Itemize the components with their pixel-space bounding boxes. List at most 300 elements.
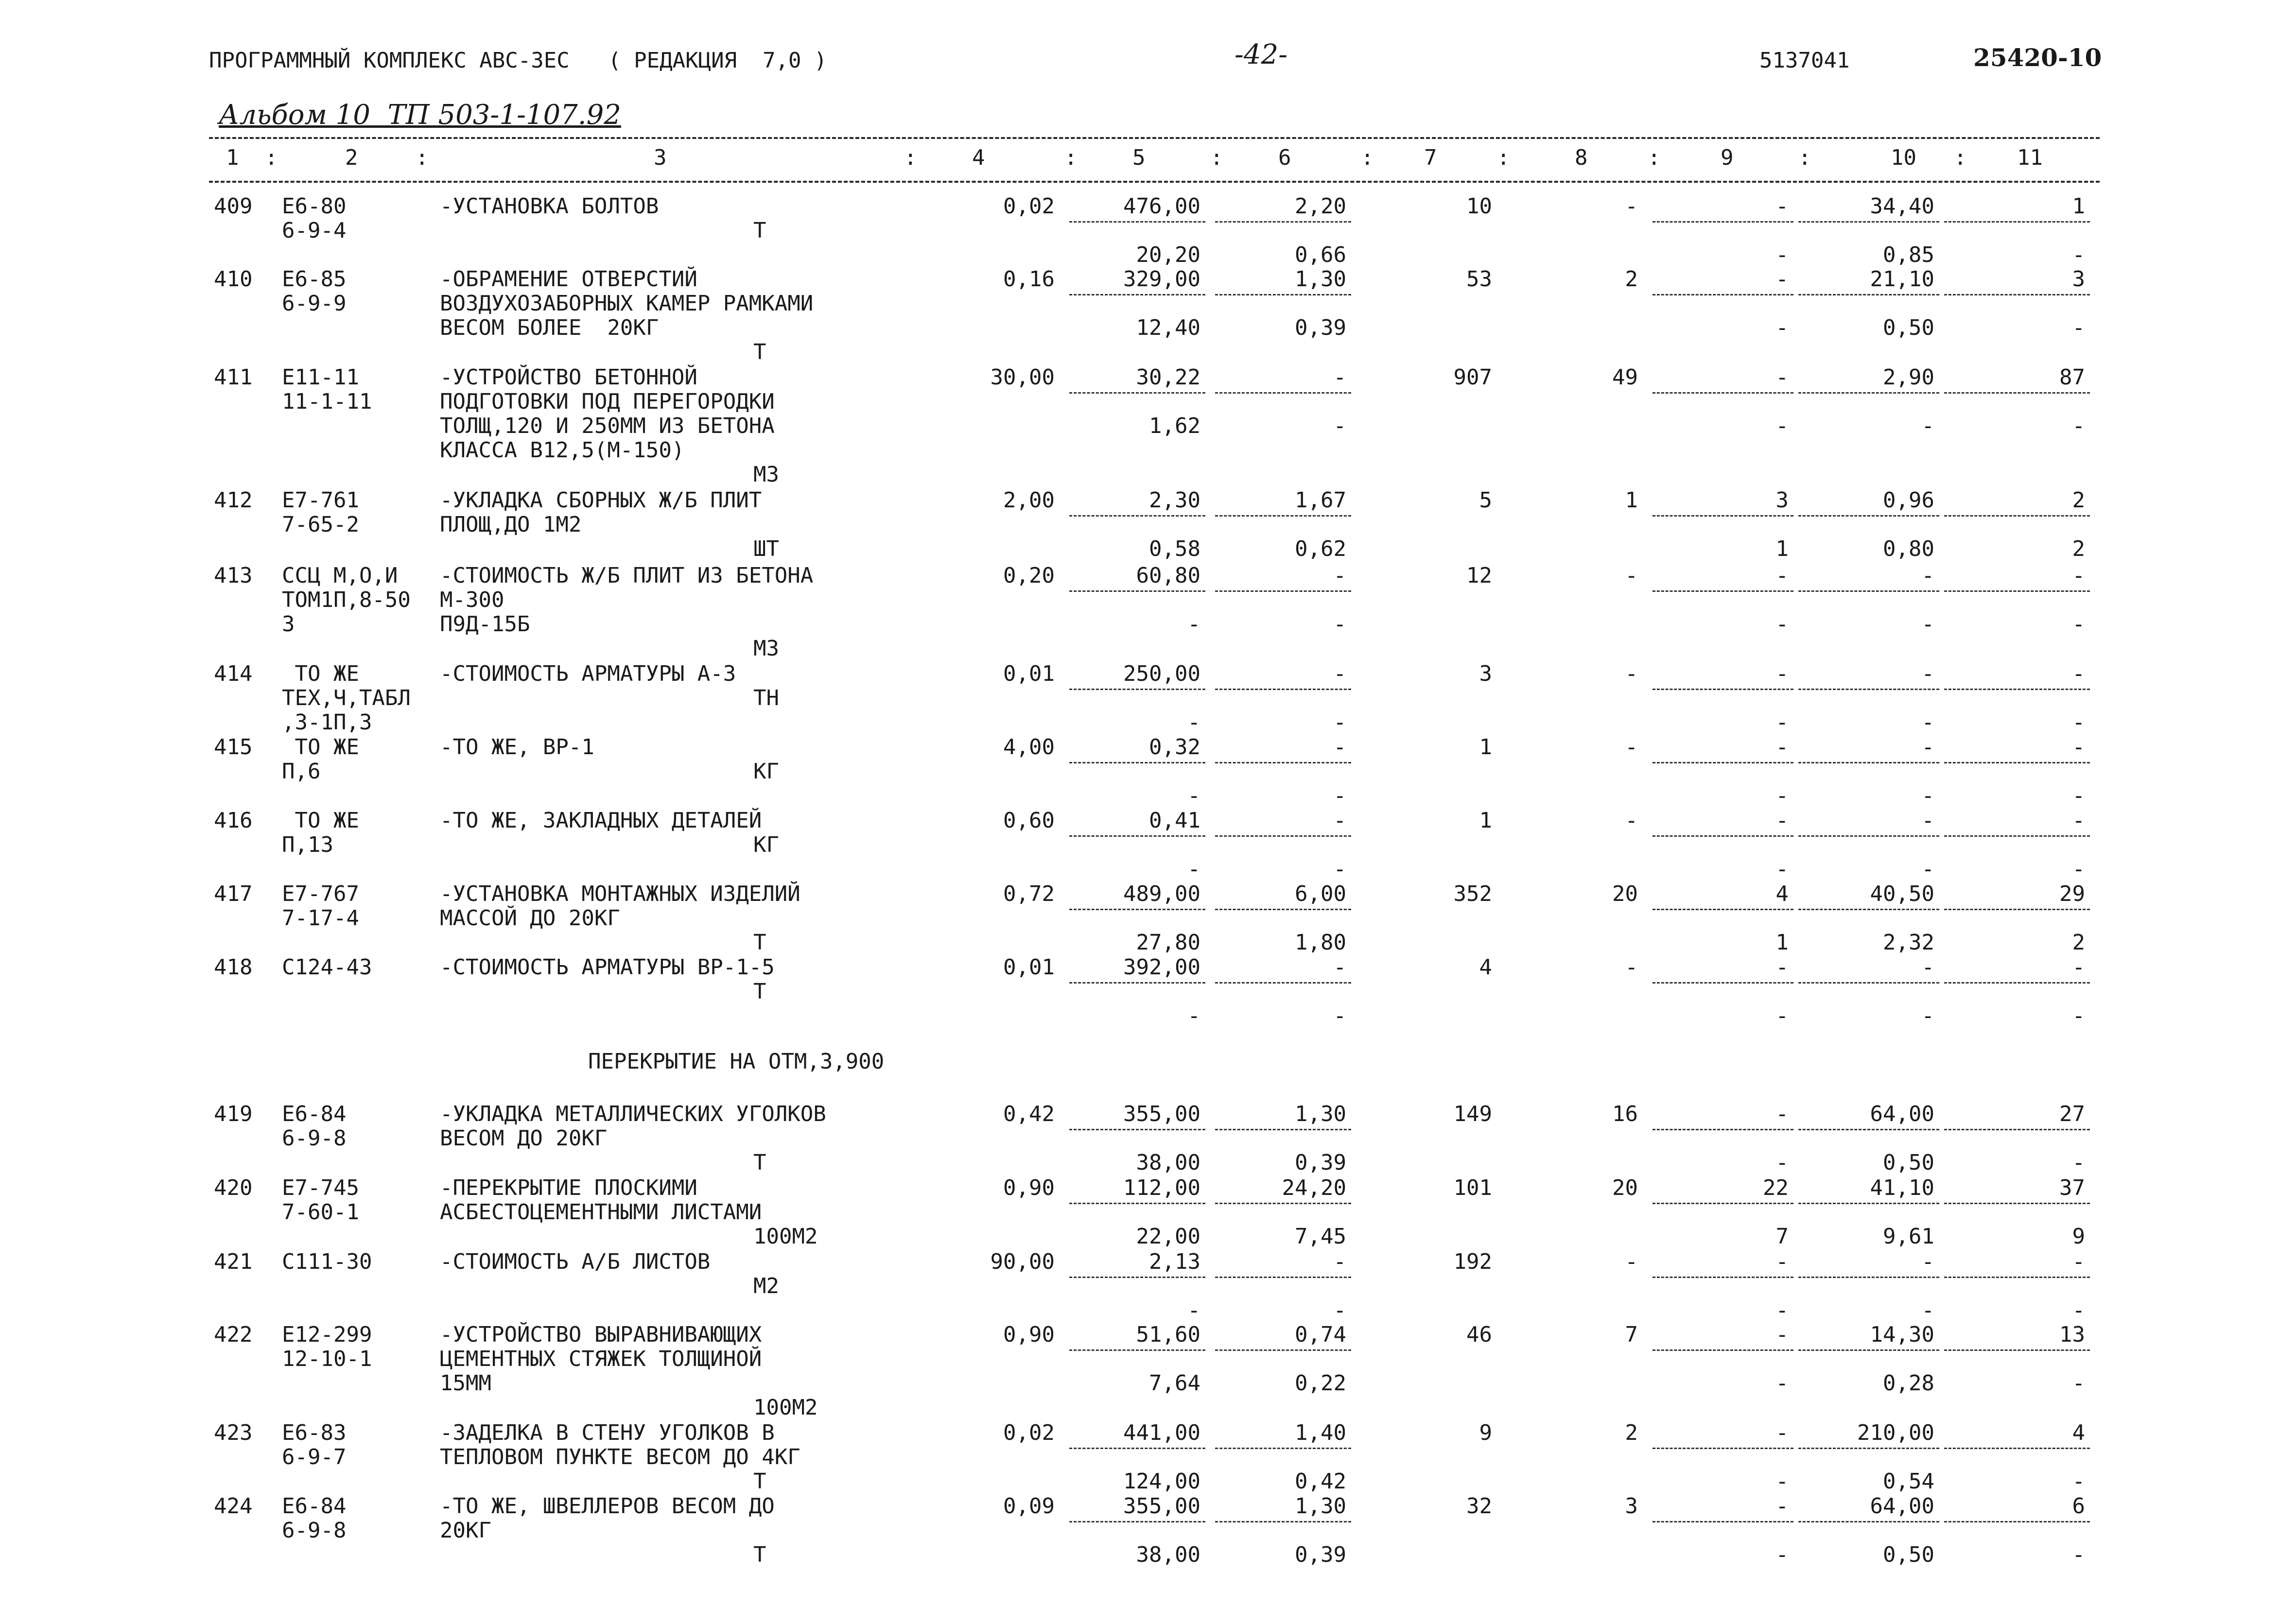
labor-total: 6 <box>2072 1494 2085 1519</box>
unit-of-measure: Т <box>753 979 766 1004</box>
unit-cost-machine: - <box>1333 563 1346 588</box>
total-cost: 907 <box>1453 365 1492 390</box>
norm-code: Е6-84 <box>282 1102 347 1126</box>
value-divider <box>1215 909 1351 910</box>
labor-machine-total: - <box>2072 1469 2085 1494</box>
value-divider <box>1944 515 2090 517</box>
unit-cost-total: 441,00 <box>1123 1420 1200 1445</box>
labor-total: - <box>2072 563 2085 588</box>
machine-wage-total: - <box>1775 315 1789 340</box>
total-cost: 192 <box>1453 1249 1492 1274</box>
labor-machine-total: 2 <box>2072 536 2085 561</box>
total-wages: - <box>1625 1249 1638 1274</box>
labor-machine-total: - <box>2072 710 2085 735</box>
unit-of-measure: Т <box>753 340 766 364</box>
value-divider <box>1069 294 1205 295</box>
column-header-11: 11 <box>2017 145 2043 170</box>
unit-cost-total: 0,41 <box>1149 808 1200 833</box>
work-description: ВЕСОМ ДО 20КГ <box>440 1126 608 1151</box>
work-description: -ТО ЖЕ, ВР-1 <box>440 735 594 760</box>
total-cost: 32 <box>1466 1494 1492 1519</box>
work-description: -УКЛАДКА СБОРНЫХ Ж/Б ПЛИТ <box>440 488 762 513</box>
unit-machine-wage: 0,39 <box>1295 1542 1346 1567</box>
value-divider <box>1215 835 1351 837</box>
row-number: 419 <box>214 1102 253 1126</box>
unit-cost-machine: 1,40 <box>1295 1420 1346 1445</box>
labor-machine-unit: 9,61 <box>1883 1224 1934 1249</box>
total-machine: - <box>1775 808 1789 833</box>
total-wages: - <box>1625 735 1638 760</box>
machine-wage-total: - <box>1775 612 1789 637</box>
row-number: 420 <box>214 1175 253 1200</box>
norm-code: ТЕХ,Ч,ТАБЛ <box>282 686 411 710</box>
labor-machine-unit: 0,50 <box>1883 1542 1934 1567</box>
total-machine: - <box>1775 1249 1789 1274</box>
value-divider <box>1798 515 1939 517</box>
labor-unit: 210,00 <box>1857 1420 1934 1445</box>
total-cost: 1 <box>1479 808 1492 833</box>
labor-total: 4 <box>2072 1420 2085 1445</box>
machine-wage-total: - <box>1775 1003 1789 1028</box>
column-header-4: 4 <box>972 145 985 170</box>
machine-wage-total: - <box>1775 710 1789 735</box>
labor-total: 13 <box>2059 1322 2085 1347</box>
total-cost: 12 <box>1466 563 1492 588</box>
work-description: -СТОИМОСТЬ АРМАТУРЫ ВР-1-5 <box>440 955 775 980</box>
norm-code: 6-9-4 <box>282 218 347 243</box>
value-divider <box>1798 1521 1939 1522</box>
unit-cost-machine: - <box>1333 365 1346 390</box>
value-divider <box>1069 515 1205 517</box>
work-description: П9Д-15Б <box>440 612 530 637</box>
column-separator: : <box>1210 145 1223 170</box>
unit-cost-machine: - <box>1333 735 1346 760</box>
work-description: -ТО ЖЕ, ЗАКЛАДНЫХ ДЕТАЛЕЙ <box>440 808 762 833</box>
total-wages: - <box>1625 661 1638 686</box>
total-wages: - <box>1625 955 1638 980</box>
unit-cost-machine: 6,00 <box>1295 881 1346 906</box>
labor-total: - <box>2072 808 2085 833</box>
machine-wage-total: - <box>1775 242 1789 267</box>
column-header-8: 8 <box>1575 145 1588 170</box>
value-divider <box>1652 1521 1793 1522</box>
row-number: 411 <box>214 365 253 390</box>
value-divider <box>1798 1277 1939 1278</box>
row-number: 418 <box>214 955 253 980</box>
value-divider <box>1798 1129 1939 1130</box>
labor-machine-unit: 2,32 <box>1883 930 1934 955</box>
norm-code: ССЦ М,О,И <box>282 563 398 588</box>
value-divider <box>1069 982 1205 984</box>
labor-machine-unit: - <box>1921 857 1934 881</box>
work-description: ПОДГОТОВКИ ПОД ПЕРЕГОРОДКИ <box>440 389 775 414</box>
unit-wage: 12,40 <box>1136 315 1200 340</box>
column-separator: : <box>1648 145 1661 170</box>
value-divider <box>1069 1203 1205 1204</box>
column-header-5: 5 <box>1132 145 1146 170</box>
total-wages: - <box>1625 194 1638 219</box>
labor-machine-total: - <box>2072 414 2085 438</box>
value-divider <box>1652 909 1793 910</box>
unit-wage: 1,62 <box>1149 414 1200 438</box>
unit-cost-total: 355,00 <box>1123 1494 1200 1519</box>
unit-cost-total: 2,13 <box>1149 1249 1200 1274</box>
unit-of-measure: Т <box>753 1469 766 1494</box>
work-description: ТОЛЩ,120 И 250ММ ИЗ БЕТОНА <box>440 414 775 438</box>
work-description: -ТО ЖЕ, ШВЕЛЛЕРОВ ВЕСОМ ДО <box>440 1494 775 1519</box>
unit-cost-total: 51,60 <box>1136 1322 1200 1347</box>
labor-unit: - <box>1921 735 1934 760</box>
unit-machine-wage: 7,45 <box>1295 1224 1346 1249</box>
album-title: Альбом 10 ТП 503-1-107.92 <box>219 99 621 131</box>
labor-machine-unit: 0,54 <box>1883 1469 1934 1494</box>
quantity: 0,72 <box>1003 881 1055 906</box>
value-divider <box>1215 590 1351 592</box>
work-description: -УСТРОЙСТВО БЕТОННОЙ <box>440 365 697 390</box>
quantity: 0,09 <box>1003 1494 1055 1519</box>
norm-code: Е7-761 <box>282 488 359 513</box>
work-description: -ПЕРЕКРЫТИЕ ПЛОСКИМИ <box>440 1175 697 1200</box>
value-divider <box>1798 1448 1939 1449</box>
unit-cost-total: 355,00 <box>1123 1102 1200 1126</box>
labor-unit: - <box>1921 955 1934 980</box>
norm-code: 6-9-7 <box>282 1445 347 1469</box>
unit-of-measure: М2 <box>753 1274 779 1298</box>
column-separator: : <box>416 145 429 170</box>
norm-code: Е6-80 <box>282 194 347 219</box>
value-divider <box>1215 221 1351 223</box>
row-number: 421 <box>214 1249 253 1274</box>
total-wages: 16 <box>1612 1102 1638 1126</box>
labor-machine-total: - <box>2072 612 2085 637</box>
labor-total: 87 <box>2059 365 2085 390</box>
value-divider <box>1944 982 2090 984</box>
total-cost: 149 <box>1453 1102 1492 1126</box>
unit-machine-wage: - <box>1333 414 1346 438</box>
labor-machine-unit: - <box>1921 1298 1934 1323</box>
unit-machine-wage: - <box>1333 612 1346 637</box>
labor-machine-total: 2 <box>2072 930 2085 955</box>
labor-machine-unit: - <box>1921 612 1934 637</box>
quantity: 4,00 <box>1003 735 1055 760</box>
work-description: -ОБРАМЕНИЕ ОТВЕРСТИЙ <box>440 267 697 292</box>
value-divider <box>1652 515 1793 517</box>
row-number: 416 <box>214 808 253 833</box>
machine-wage-total: - <box>1775 414 1789 438</box>
value-divider <box>1652 689 1793 690</box>
total-wages: 7 <box>1625 1322 1638 1347</box>
total-machine: - <box>1775 194 1789 219</box>
work-description: -ЗАДЕЛКА В СТЕНУ УГОЛКОВ В <box>440 1420 775 1445</box>
column-header-6: 6 <box>1278 145 1291 170</box>
labor-unit: 64,00 <box>1870 1102 1934 1126</box>
unit-cost-machine: - <box>1333 1249 1346 1274</box>
unit-wage: - <box>1187 857 1200 881</box>
unit-cost-total: 30,22 <box>1136 365 1200 390</box>
machine-wage-total: - <box>1775 1371 1789 1396</box>
labor-unit: 34,40 <box>1870 194 1934 219</box>
norm-code: 6-9-8 <box>282 1518 347 1543</box>
unit-cost-machine: - <box>1333 808 1346 833</box>
work-description: -СТОИМОСТЬ АРМАТУРЫ А-3 <box>440 661 736 686</box>
unit-of-measure: 100М2 <box>753 1224 818 1249</box>
program-title: ПРОГРАММНЫЙ КОМПЛЕКС АВС-3ЕС ( РЕДАКЦИЯ 7,0 ) <box>209 48 827 73</box>
work-description: ВОЗДУХОЗАБОРНЫХ КАМЕР РАМКАМИ <box>440 291 814 316</box>
value-divider <box>1798 835 1939 837</box>
total-wages: 49 <box>1612 365 1638 390</box>
unit-of-measure: Т <box>753 1542 766 1567</box>
labor-unit: - <box>1921 563 1934 588</box>
machine-wage-total: 1 <box>1775 536 1789 561</box>
labor-machine-total: - <box>2072 1298 2085 1323</box>
value-divider <box>1215 982 1351 984</box>
unit-cost-total: 476,00 <box>1123 194 1200 219</box>
labor-unit: 21,10 <box>1870 267 1934 292</box>
value-divider <box>1944 1448 2090 1449</box>
work-description: -УСТАНОВКА МОНТАЖНЫХ ИЗДЕЛИЙ <box>440 881 800 906</box>
row-number: 413 <box>214 563 253 588</box>
value-divider <box>1944 294 2090 295</box>
unit-of-measure: 100М2 <box>753 1395 818 1420</box>
labor-total: - <box>2072 1249 2085 1274</box>
norm-code: Е11-11 <box>282 365 359 390</box>
labor-machine-unit: - <box>1921 1003 1934 1028</box>
value-divider <box>1069 1349 1205 1351</box>
section-heading: ПЕРЕКРЫТИЕ НА ОТМ,3,900 <box>588 1049 885 1074</box>
labor-unit: - <box>1921 1249 1934 1274</box>
value-divider <box>1652 762 1793 763</box>
value-divider <box>1215 762 1351 763</box>
value-divider <box>1215 689 1351 690</box>
value-divider <box>1069 835 1205 837</box>
work-description: 15ММ <box>440 1371 491 1396</box>
unit-wage: 38,00 <box>1136 1150 1200 1175</box>
value-divider <box>1069 590 1205 592</box>
row-number: 410 <box>214 267 253 292</box>
unit-wage: 124,00 <box>1123 1469 1200 1494</box>
machine-wage-total: - <box>1775 857 1789 881</box>
value-divider <box>1798 1349 1939 1351</box>
machine-wage-total: - <box>1775 783 1789 808</box>
column-header-9: 9 <box>1721 145 1734 170</box>
value-divider <box>1069 909 1205 910</box>
value-divider <box>1215 1203 1351 1204</box>
labor-total: 27 <box>2059 1102 2085 1126</box>
quantity: 0,02 <box>1003 1420 1055 1445</box>
unit-wage: - <box>1187 1298 1200 1323</box>
labor-total: 1 <box>2072 194 2085 219</box>
column-separator: : <box>904 145 917 170</box>
norm-code: ТО ЖЕ <box>282 735 359 760</box>
value-divider <box>1215 294 1351 295</box>
labor-machine-unit: 0,50 <box>1883 315 1934 340</box>
unit-of-measure: ТН <box>753 686 779 710</box>
unit-wage: - <box>1187 783 1200 808</box>
sheet-code: 25420-10 <box>1973 43 2102 72</box>
labor-machine-unit: - <box>1921 414 1934 438</box>
total-wages: - <box>1625 563 1638 588</box>
norm-code: 6-9-8 <box>282 1126 347 1151</box>
value-divider <box>1944 909 2090 910</box>
total-cost: 9 <box>1479 1420 1492 1445</box>
quantity: 90,00 <box>990 1249 1055 1274</box>
unit-cost-total: 489,00 <box>1123 881 1200 906</box>
quantity: 0,01 <box>1003 661 1055 686</box>
unit-machine-wage: 0,66 <box>1295 242 1346 267</box>
total-wages: 2 <box>1625 267 1638 292</box>
norm-code: Е7-767 <box>282 881 359 906</box>
total-cost: 352 <box>1453 881 1492 906</box>
value-divider <box>1215 1129 1351 1130</box>
unit-wage: 27,80 <box>1136 930 1200 955</box>
unit-machine-wage: 0,39 <box>1295 315 1346 340</box>
work-description: -УСТАНОВКА БОЛТОВ <box>440 194 659 219</box>
unit-wage: 20,20 <box>1136 242 1200 267</box>
norm-code: С124-43 <box>282 955 372 980</box>
total-cost: 5 <box>1479 488 1492 513</box>
value-divider <box>1798 294 1939 295</box>
total-machine: - <box>1775 1102 1789 1126</box>
value-divider <box>1652 392 1793 394</box>
labor-machine-unit: 0,80 <box>1883 536 1934 561</box>
labor-total: 2 <box>2072 488 2085 513</box>
labor-machine-total: - <box>2072 1150 2085 1175</box>
quantity: 0,16 <box>1003 267 1055 292</box>
value-divider <box>1944 1203 2090 1204</box>
labor-machine-unit: 0,50 <box>1883 1150 1934 1175</box>
work-description: КЛАССА В12,5(М-150) <box>440 438 685 463</box>
value-divider <box>1798 1203 1939 1204</box>
quantity: 0,42 <box>1003 1102 1055 1126</box>
header-top-rule <box>209 137 2100 139</box>
total-wages: 20 <box>1612 1175 1638 1200</box>
unit-cost-machine: 1,30 <box>1295 1102 1346 1126</box>
unit-wage: 0,58 <box>1149 536 1200 561</box>
unit-cost-total: 60,80 <box>1136 563 1200 588</box>
value-divider <box>1652 590 1793 592</box>
value-divider <box>1069 689 1205 690</box>
unit-wage: 7,64 <box>1149 1371 1200 1396</box>
work-description: АСБЕСТОЦЕМЕНТНЫМИ ЛИСТАМИ <box>440 1200 762 1225</box>
labor-machine-total: - <box>2072 242 2085 267</box>
quantity: 0,60 <box>1003 808 1055 833</box>
value-divider <box>1215 392 1351 394</box>
column-header-3: 3 <box>654 145 667 170</box>
unit-cost-machine: 24,20 <box>1282 1175 1346 1200</box>
value-divider <box>1069 1448 1205 1449</box>
norm-code: ТО ЖЕ <box>282 808 359 833</box>
labor-unit: 14,30 <box>1870 1322 1934 1347</box>
machine-wage-total: - <box>1775 1298 1789 1323</box>
unit-of-measure: М3 <box>753 636 779 661</box>
total-machine: - <box>1775 267 1789 292</box>
total-cost: 4 <box>1479 955 1492 980</box>
unit-machine-wage: - <box>1333 710 1346 735</box>
quantity: 30,00 <box>990 365 1055 390</box>
unit-cost-machine: 1,30 <box>1295 1494 1346 1519</box>
norm-code: Е7-745 <box>282 1175 359 1200</box>
norm-code: 7-17-4 <box>282 906 359 931</box>
value-divider <box>1652 221 1793 223</box>
total-machine: - <box>1775 563 1789 588</box>
page-number: -42- <box>1235 39 1288 70</box>
labor-machine-total: - <box>2072 1371 2085 1396</box>
machine-wage-total: - <box>1775 1469 1789 1494</box>
labor-machine-total: - <box>2072 315 2085 340</box>
value-divider <box>1944 1129 2090 1130</box>
total-machine: - <box>1775 365 1789 390</box>
value-divider <box>1069 221 1205 223</box>
value-divider <box>1798 221 1939 223</box>
unit-machine-wage: 0,22 <box>1295 1371 1346 1396</box>
column-header-10: 10 <box>1891 145 1916 170</box>
value-divider <box>1069 1277 1205 1278</box>
labor-unit: - <box>1921 661 1934 686</box>
unit-cost-total: 2,30 <box>1149 488 1200 513</box>
value-divider <box>1944 1521 2090 1522</box>
unit-of-measure: М3 <box>753 462 779 487</box>
norm-code: П,13 <box>282 832 333 857</box>
labor-unit: 2,90 <box>1883 365 1934 390</box>
unit-machine-wage: 0,42 <box>1295 1469 1346 1494</box>
labor-total: - <box>2072 661 2085 686</box>
unit-cost-machine: - <box>1333 955 1346 980</box>
total-cost: 1 <box>1479 735 1492 760</box>
work-description: ТЕПЛОВОМ ПУНКТЕ ВЕСОМ ДО 4КГ <box>440 1445 800 1469</box>
norm-code: Е12-299 <box>282 1322 372 1347</box>
value-divider <box>1215 1277 1351 1278</box>
unit-wage: - <box>1187 710 1200 735</box>
labor-machine-total: - <box>2072 783 2085 808</box>
total-machine: - <box>1775 1420 1789 1445</box>
unit-machine-wage: 0,39 <box>1295 1150 1346 1175</box>
labor-unit: 0,96 <box>1883 488 1934 513</box>
unit-of-measure: КГ <box>753 832 779 857</box>
unit-cost-total: 250,00 <box>1123 661 1200 686</box>
labor-machine-total: - <box>2072 1003 2085 1028</box>
norm-code: П,6 <box>282 759 321 784</box>
unit-cost-machine: 0,74 <box>1295 1322 1346 1347</box>
value-divider <box>1652 1448 1793 1449</box>
labor-machine-total: - <box>2072 857 2085 881</box>
work-description: ЦЕМЕНТНЫХ СТЯЖЕК ТОЛЩИНОЙ <box>440 1347 762 1371</box>
norm-code: 7-65-2 <box>282 512 359 537</box>
total-machine: - <box>1775 1322 1789 1347</box>
value-divider <box>1069 392 1205 394</box>
labor-machine-total: - <box>2072 1542 2085 1567</box>
total-wages: 1 <box>1625 488 1638 513</box>
work-description: -УСТРОЙСТВО ВЫРАВНИВАЮЩИХ <box>440 1322 762 1347</box>
unit-machine-wage: - <box>1333 1003 1346 1028</box>
total-wages: 20 <box>1612 881 1638 906</box>
total-machine: - <box>1775 735 1789 760</box>
value-divider <box>1944 835 2090 837</box>
total-machine: - <box>1775 661 1789 686</box>
value-divider <box>1798 590 1939 592</box>
column-header-1: 1 <box>226 145 239 170</box>
column-header-7: 7 <box>1424 145 1437 170</box>
column-separator: : <box>1954 145 1967 170</box>
value-divider <box>1069 1129 1205 1130</box>
total-cost: 46 <box>1466 1322 1492 1347</box>
total-machine: 3 <box>1775 488 1789 513</box>
work-description: ВЕСОМ БОЛЕЕ 20КГ <box>440 315 659 340</box>
row-number: 422 <box>214 1322 253 1347</box>
unit-wage: - <box>1187 1003 1200 1028</box>
row-number: 424 <box>214 1494 253 1519</box>
total-cost: 10 <box>1466 194 1492 219</box>
labor-total: - <box>2072 735 2085 760</box>
